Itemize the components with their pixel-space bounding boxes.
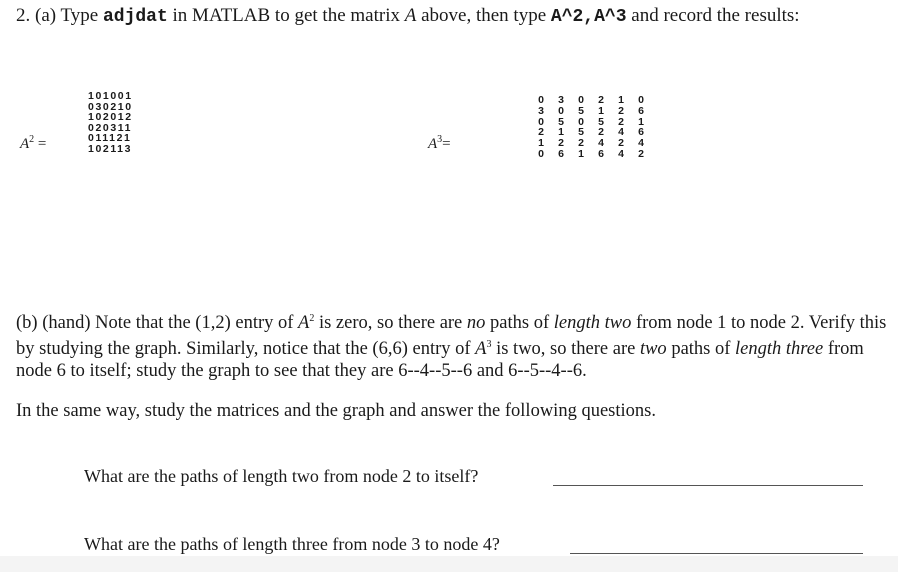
a2-row: 101001 bbox=[88, 90, 133, 102]
a2-label-base: A bbox=[20, 136, 30, 152]
a2-label bbox=[20, 134, 46, 153]
a3-cell: 4 bbox=[638, 137, 644, 150]
a3-row bbox=[531, 127, 651, 138]
a2-row: 011121 bbox=[88, 132, 132, 145]
a3-cell: 5 bbox=[578, 104, 584, 117]
power-command: A^2,A^3 bbox=[550, 7, 627, 27]
a3-cell: 4 bbox=[618, 126, 624, 139]
a3-cell: 1 bbox=[538, 137, 544, 150]
a3-cell: 2 bbox=[618, 137, 624, 150]
a3-label bbox=[428, 134, 451, 153]
part-b-var: A bbox=[298, 313, 310, 334]
part-b-text: is two, so there are bbox=[491, 339, 640, 360]
heading-mid-2: above, then type bbox=[416, 5, 551, 26]
part-b-emphasis: length two bbox=[553, 313, 632, 334]
bottom-shade bbox=[0, 556, 898, 572]
a3-label-base: A bbox=[428, 136, 438, 152]
adjdat-command: adjdat bbox=[102, 7, 168, 27]
a2-matrix bbox=[88, 91, 133, 155]
a2-row: 102012 bbox=[88, 111, 133, 124]
a2-row: 030210 bbox=[88, 100, 133, 113]
heading-mid-1: in MATLAB to get the matrix bbox=[167, 5, 405, 26]
a3-cell: 6 bbox=[638, 126, 644, 139]
question-1: What are the paths of length two from node 2 to itself? bbox=[84, 466, 479, 486]
a3-cell: 2 bbox=[618, 115, 624, 128]
part-b-text: from node 6 to itself; study the graph to see that they are 6--4--5--6 and 6--5--4--6. bbox=[16, 339, 864, 382]
a3-cell: 0 bbox=[578, 115, 584, 128]
a3-cell: 0 bbox=[538, 115, 544, 128]
a3-cell: 3 bbox=[558, 94, 564, 106]
a3-row bbox=[531, 106, 651, 117]
part-b-var: A bbox=[475, 339, 487, 360]
heading-suffix: and record the results: bbox=[626, 5, 800, 26]
part-b-text: from node 1 to node 2. Verify this by studying the graph. Similarly, notice that the (6,6) entry of bbox=[16, 313, 887, 360]
answer-blank-2[interactable] bbox=[570, 553, 863, 554]
a3-cell: 6 bbox=[638, 104, 644, 117]
a3-row bbox=[531, 149, 651, 160]
part-b-exp: 2 bbox=[309, 313, 315, 324]
problem-heading bbox=[16, 5, 800, 27]
a3-cell: 0 bbox=[578, 94, 584, 106]
a3-cell: 4 bbox=[618, 147, 624, 160]
heading-prefix: 2. (a) Type bbox=[16, 5, 103, 26]
a3-cell: 0 bbox=[538, 147, 544, 160]
a3-cell: 0 bbox=[638, 94, 644, 106]
part-b-paragraph bbox=[16, 308, 896, 382]
matrix-a-var: A bbox=[404, 5, 417, 26]
a3-cell: 1 bbox=[598, 104, 604, 117]
answer-blank-1[interactable] bbox=[553, 485, 863, 486]
a3-cell: 0 bbox=[538, 94, 544, 106]
instruction-text: In the same way, study the matrices and the graph and answer the following questions. bbox=[16, 401, 656, 421]
a3-cell: 2 bbox=[638, 147, 644, 160]
part-b-emphasis: two bbox=[639, 339, 667, 360]
a3-cell: 0 bbox=[558, 104, 564, 117]
part-b-text: paths of bbox=[666, 339, 736, 360]
part-b-exp: 3 bbox=[486, 339, 492, 351]
a3-cell: 6 bbox=[598, 147, 604, 160]
a3-cell: 1 bbox=[578, 147, 584, 160]
a3-cell: 2 bbox=[578, 137, 584, 150]
part-b-emphasis: length three bbox=[735, 339, 824, 360]
question-2: What are the paths of length three from node 3 to node 4? bbox=[84, 534, 500, 554]
a3-cell: 2 bbox=[618, 104, 624, 117]
a3-cell: 1 bbox=[618, 94, 624, 106]
a3-cell: 1 bbox=[638, 115, 644, 128]
part-b-text: (b) (hand) Note that the (1,2) entry of bbox=[16, 313, 299, 334]
a3-matrix bbox=[531, 95, 651, 160]
a2-label-exp: 2 bbox=[29, 134, 35, 145]
a2-label-eq: = bbox=[34, 136, 47, 152]
a3-row bbox=[531, 95, 651, 106]
a3-label-exp: 3 bbox=[437, 134, 443, 145]
a3-cell: 1 bbox=[558, 126, 564, 139]
a3-cell: 4 bbox=[598, 137, 604, 150]
a3-cell: 5 bbox=[598, 115, 604, 128]
a3-cell: 2 bbox=[538, 126, 544, 139]
a3-cell: 5 bbox=[578, 126, 584, 139]
a3-cell: 2 bbox=[598, 94, 604, 106]
a3-row bbox=[531, 138, 651, 149]
a3-cell: 3 bbox=[538, 104, 544, 117]
a3-cell: 2 bbox=[598, 126, 604, 139]
a3-cell: 6 bbox=[558, 147, 564, 160]
part-b-text: is zero, so there are bbox=[314, 313, 467, 334]
a3-cell: 5 bbox=[558, 115, 564, 128]
a3-row bbox=[531, 117, 651, 128]
part-b-text: paths of bbox=[485, 313, 554, 334]
a2-row: 102113 bbox=[88, 142, 133, 155]
part-b-emphasis: no bbox=[466, 313, 486, 334]
a2-row: 020311 bbox=[88, 121, 133, 134]
a3-cell: 2 bbox=[558, 137, 564, 150]
a3-label-eq: = bbox=[442, 136, 451, 152]
